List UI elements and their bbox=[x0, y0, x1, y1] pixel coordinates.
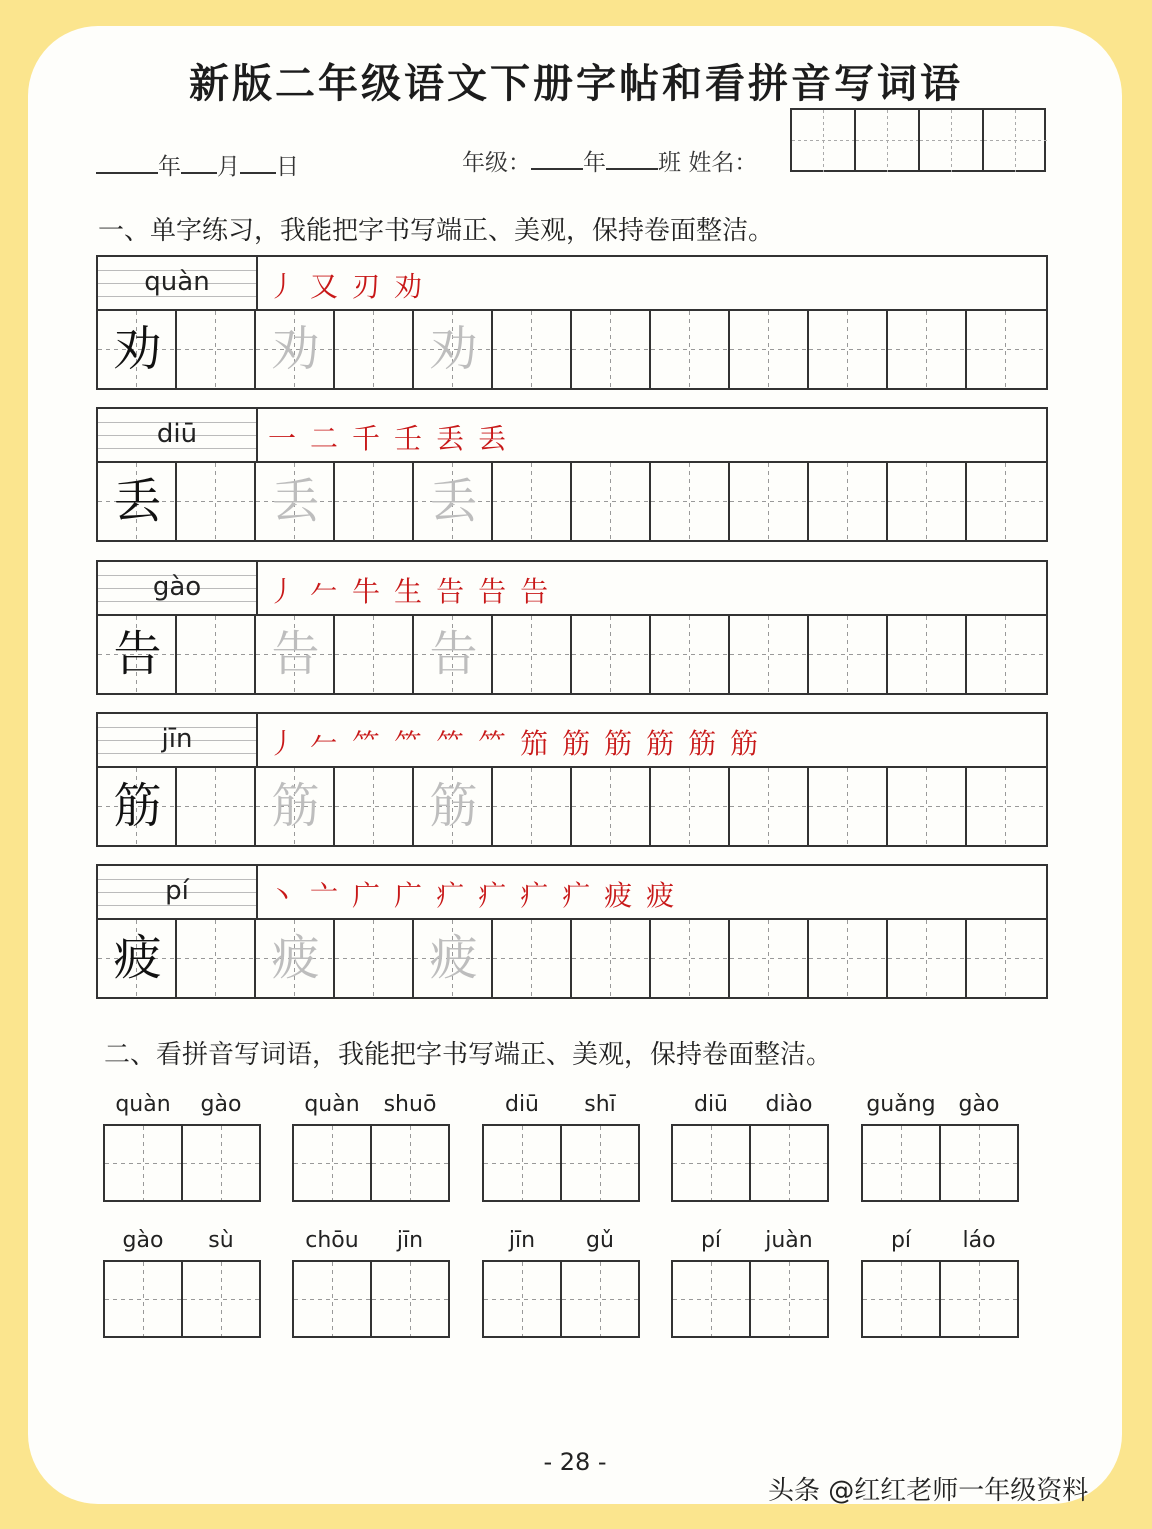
stroke-order bbox=[268, 265, 436, 305]
writing-cell[interactable] bbox=[493, 768, 572, 846]
word-pinyin: chōu bbox=[305, 1228, 359, 1253]
page-title: 新版二年级语文下册字帖和看拼音写词语 bbox=[189, 60, 963, 107]
writing-cell[interactable] bbox=[493, 463, 572, 541]
writing-cell[interactable] bbox=[335, 768, 414, 846]
pinyin-row bbox=[98, 866, 1046, 920]
stroke-step: 广 bbox=[352, 879, 395, 912]
stroke-step: 疲 bbox=[604, 879, 647, 912]
writing-cell[interactable] bbox=[335, 311, 414, 389]
word-writing-cell[interactable] bbox=[671, 1124, 751, 1202]
word-writing-cell[interactable] bbox=[292, 1260, 372, 1338]
year-label: 年 bbox=[158, 154, 181, 180]
word-writing-cell[interactable] bbox=[939, 1260, 1019, 1338]
writing-cell[interactable] bbox=[572, 768, 651, 846]
stroke-step: 丿 bbox=[268, 270, 311, 303]
writing-cell[interactable] bbox=[493, 311, 572, 389]
model-character: 疲 bbox=[113, 930, 162, 986]
writing-cell[interactable] bbox=[414, 616, 493, 694]
writing-cell[interactable] bbox=[809, 311, 888, 389]
character-block bbox=[96, 255, 1048, 390]
word-writing-cell[interactable] bbox=[370, 1260, 450, 1338]
writing-cell[interactable] bbox=[730, 616, 809, 694]
writing-cell[interactable] bbox=[888, 616, 967, 694]
stroke-step: 生 bbox=[394, 575, 437, 608]
word-pinyin: gào bbox=[200, 1092, 242, 1117]
writing-cell[interactable] bbox=[493, 616, 572, 694]
name-cell[interactable] bbox=[920, 110, 984, 172]
year-blank[interactable] bbox=[96, 150, 158, 174]
writing-cell[interactable] bbox=[177, 768, 256, 846]
writing-cell[interactable] bbox=[256, 463, 335, 541]
writing-cell[interactable] bbox=[414, 768, 493, 846]
word-writing-cell[interactable] bbox=[103, 1124, 183, 1202]
word-pinyin: shī bbox=[584, 1092, 616, 1117]
section2-heading: 二、看拼音写词语，我能把字书写端正、美观，保持卷面整洁。 bbox=[104, 1040, 833, 1070]
word-writing-cell[interactable] bbox=[560, 1260, 640, 1338]
name-label: 姓名： bbox=[688, 150, 758, 176]
word-writing-cell[interactable] bbox=[181, 1124, 261, 1202]
trace-character: 告 bbox=[271, 626, 320, 682]
stroke-step: 疒 bbox=[478, 879, 521, 912]
writing-cell[interactable] bbox=[572, 616, 651, 694]
word-pinyin: guǎng bbox=[866, 1092, 936, 1117]
model-character-cell bbox=[98, 311, 177, 389]
writing-cell[interactable] bbox=[651, 616, 730, 694]
word-writing-cell[interactable] bbox=[861, 1260, 941, 1338]
stroke-step: 亠 bbox=[310, 879, 353, 912]
word-pinyin: diū bbox=[693, 1092, 729, 1117]
character-block bbox=[96, 864, 1048, 999]
word-writing-cell[interactable] bbox=[103, 1260, 183, 1338]
character-block bbox=[96, 560, 1048, 695]
word-writing-cell[interactable] bbox=[292, 1124, 372, 1202]
name-boxes[interactable] bbox=[790, 108, 1046, 172]
stroke-order bbox=[268, 570, 562, 610]
writing-cell[interactable] bbox=[493, 920, 572, 998]
stroke-step: 牛 bbox=[352, 575, 395, 608]
stroke-step: 𠂉 bbox=[310, 575, 353, 608]
writing-cell[interactable] bbox=[256, 616, 335, 694]
trace-character: 劝 bbox=[271, 321, 320, 377]
stroke-step: 又 bbox=[310, 270, 353, 303]
word-writing-cell[interactable] bbox=[861, 1124, 941, 1202]
section1-heading: 一、单字练习，我能把字书写端正、美观，保持卷面整洁。 bbox=[98, 216, 775, 246]
stroke-step: 疒 bbox=[520, 879, 563, 912]
pinyin-cell bbox=[98, 866, 258, 918]
grade-blank[interactable] bbox=[531, 146, 583, 170]
pinyin-text: pí bbox=[165, 876, 189, 906]
model-character: 劝 bbox=[113, 321, 162, 377]
class-blank[interactable] bbox=[606, 146, 658, 170]
model-character: 告 bbox=[113, 626, 162, 682]
writing-cell[interactable] bbox=[967, 616, 1046, 694]
word-pinyin: gào bbox=[958, 1092, 1000, 1117]
writing-cell[interactable] bbox=[888, 768, 967, 846]
word-pinyin: jīn bbox=[396, 1228, 424, 1253]
name-cell[interactable] bbox=[984, 110, 1048, 172]
stroke-step: 筋 bbox=[688, 727, 731, 760]
trace-character: 丢 bbox=[429, 473, 478, 529]
writing-cell[interactable] bbox=[414, 920, 493, 998]
writing-cell[interactable] bbox=[651, 311, 730, 389]
stroke-step: 筋 bbox=[646, 727, 689, 760]
grade-year-label: 年 bbox=[583, 150, 606, 176]
pinyin-row bbox=[98, 409, 1046, 463]
model-character-cell bbox=[98, 768, 177, 846]
writing-grid bbox=[98, 463, 1046, 541]
writing-grid bbox=[98, 311, 1046, 389]
writing-cell[interactable] bbox=[256, 920, 335, 998]
pinyin-row bbox=[98, 714, 1046, 768]
writing-cell[interactable] bbox=[730, 768, 809, 846]
word-pinyin: quàn bbox=[304, 1092, 360, 1117]
class-fields bbox=[462, 144, 757, 177]
pinyin-text: diū bbox=[156, 419, 198, 449]
pinyin-cell bbox=[98, 409, 258, 461]
stroke-step: ⺮ bbox=[352, 727, 395, 760]
trace-character: 疲 bbox=[429, 930, 478, 986]
writing-cell[interactable] bbox=[809, 768, 888, 846]
word-writing-cell[interactable] bbox=[482, 1124, 562, 1202]
stroke-step: 广 bbox=[394, 879, 437, 912]
stroke-step: 𠂉 bbox=[310, 727, 353, 760]
date-fields bbox=[96, 148, 299, 181]
writing-cell[interactable] bbox=[651, 768, 730, 846]
pinyin-text: gào bbox=[152, 572, 202, 602]
writing-cell[interactable] bbox=[414, 311, 493, 389]
trace-character: 疲 bbox=[271, 930, 320, 986]
trace-character: 筋 bbox=[429, 778, 478, 834]
trace-character: 告 bbox=[429, 626, 478, 682]
model-character-cell bbox=[98, 920, 177, 998]
word-writing-cell[interactable] bbox=[482, 1260, 562, 1338]
stroke-step: 筋 bbox=[604, 727, 647, 760]
word-writing-cell[interactable] bbox=[749, 1124, 829, 1202]
model-character-cell bbox=[98, 616, 177, 694]
word-writing-cell[interactable] bbox=[560, 1124, 640, 1202]
word-pinyin: pí bbox=[890, 1228, 912, 1253]
trace-character: 劝 bbox=[429, 321, 478, 377]
writing-cell[interactable] bbox=[177, 920, 256, 998]
stroke-step: 丿 bbox=[268, 727, 311, 760]
writing-cell[interactable] bbox=[572, 920, 651, 998]
stroke-step: 劝 bbox=[394, 270, 437, 303]
stroke-step: 刃 bbox=[352, 270, 395, 303]
word-pinyin: quàn bbox=[115, 1092, 171, 1117]
writing-cell[interactable] bbox=[572, 311, 651, 389]
writing-cell[interactable] bbox=[888, 311, 967, 389]
writing-cell[interactable] bbox=[177, 616, 256, 694]
writing-cell[interactable] bbox=[651, 463, 730, 541]
pinyin-row bbox=[98, 257, 1046, 311]
character-block bbox=[96, 712, 1048, 847]
stroke-step: 丢 bbox=[478, 422, 521, 455]
word-pinyin: diào bbox=[765, 1092, 813, 1117]
writing-cell[interactable] bbox=[888, 463, 967, 541]
pinyin-cell bbox=[98, 257, 258, 309]
model-character-cell bbox=[98, 463, 177, 541]
pinyin-cell bbox=[98, 714, 258, 766]
name-cell[interactable] bbox=[792, 110, 856, 172]
word-writing-cell[interactable] bbox=[370, 1124, 450, 1202]
name-cell[interactable] bbox=[856, 110, 920, 172]
stroke-step: 丢 bbox=[436, 422, 479, 455]
writing-cell[interactable] bbox=[967, 920, 1046, 998]
writing-cell[interactable] bbox=[809, 463, 888, 541]
word-pinyin: gǔ bbox=[586, 1228, 614, 1253]
watermark: 头条 @红红老师一年级资料 bbox=[768, 1476, 1089, 1506]
stroke-step: 千 bbox=[352, 422, 395, 455]
word-pinyin: pí bbox=[700, 1228, 722, 1253]
character-block bbox=[96, 407, 1048, 542]
word-writing-cell[interactable] bbox=[181, 1260, 261, 1338]
stroke-step: ⺮ bbox=[478, 727, 521, 760]
writing-cell[interactable] bbox=[967, 463, 1046, 541]
stroke-step: 疒 bbox=[436, 879, 479, 912]
writing-grid bbox=[98, 616, 1046, 694]
stroke-step: 丿 bbox=[268, 575, 311, 608]
word-pinyin: láo bbox=[962, 1228, 996, 1253]
writing-cell[interactable] bbox=[730, 920, 809, 998]
writing-cell[interactable] bbox=[335, 463, 414, 541]
stroke-step: 壬 bbox=[394, 422, 437, 455]
stroke-step: 疲 bbox=[646, 879, 689, 912]
pinyin-text: quàn bbox=[144, 267, 210, 297]
stroke-step: 疒 bbox=[562, 879, 605, 912]
stroke-step: 筋 bbox=[562, 727, 605, 760]
pinyin-text: jīn bbox=[161, 724, 193, 754]
stroke-step: 告 bbox=[478, 575, 521, 608]
word-pinyin: diū bbox=[504, 1092, 540, 1117]
writing-cell[interactable] bbox=[809, 920, 888, 998]
stroke-step: 告 bbox=[520, 575, 563, 608]
writing-cell[interactable] bbox=[651, 920, 730, 998]
writing-grid bbox=[98, 768, 1046, 846]
word-pinyin: sù bbox=[208, 1228, 234, 1253]
writing-cell[interactable] bbox=[967, 311, 1046, 389]
stroke-step: 丶 bbox=[268, 879, 311, 912]
model-character: 筋 bbox=[113, 778, 162, 834]
writing-cell[interactable] bbox=[888, 920, 967, 998]
word-pinyin: juàn bbox=[765, 1228, 813, 1253]
writing-cell[interactable] bbox=[730, 311, 809, 389]
writing-grid bbox=[98, 920, 1046, 998]
trace-character: 丢 bbox=[271, 473, 320, 529]
stroke-step: 告 bbox=[436, 575, 479, 608]
writing-cell[interactable] bbox=[335, 616, 414, 694]
writing-cell[interactable] bbox=[256, 768, 335, 846]
word-writing-cell[interactable] bbox=[939, 1124, 1019, 1202]
month-blank[interactable] bbox=[181, 150, 217, 174]
stroke-order bbox=[268, 874, 688, 914]
word-pinyin: jīn bbox=[508, 1228, 536, 1253]
writing-cell[interactable] bbox=[177, 463, 256, 541]
writing-cell[interactable] bbox=[809, 616, 888, 694]
stroke-step: 二 bbox=[310, 422, 353, 455]
class-label: 班 bbox=[658, 150, 681, 176]
writing-cell[interactable] bbox=[414, 463, 493, 541]
grade-label: 年级： bbox=[462, 150, 531, 176]
writing-cell[interactable] bbox=[335, 920, 414, 998]
stroke-step: ⺮ bbox=[436, 727, 479, 760]
page-number: - 28 - bbox=[543, 1448, 607, 1476]
trace-character: 筋 bbox=[271, 778, 320, 834]
writing-cell[interactable] bbox=[256, 311, 335, 389]
stroke-order bbox=[268, 722, 772, 762]
stroke-step: 笳 bbox=[520, 727, 563, 760]
day-blank[interactable] bbox=[240, 150, 276, 174]
stroke-step: 筋 bbox=[730, 727, 773, 760]
pinyin-row bbox=[98, 562, 1046, 616]
writing-cell[interactable] bbox=[730, 463, 809, 541]
word-pinyin: shuō bbox=[383, 1092, 437, 1117]
word-writing-cell[interactable] bbox=[671, 1260, 751, 1338]
model-character: 丢 bbox=[113, 473, 162, 529]
month-label: 月 bbox=[217, 154, 240, 180]
stroke-step: 一 bbox=[268, 422, 311, 455]
writing-cell[interactable] bbox=[967, 768, 1046, 846]
word-writing-cell[interactable] bbox=[749, 1260, 829, 1338]
word-pinyin: gào bbox=[122, 1228, 164, 1253]
stroke-order bbox=[268, 417, 520, 457]
pinyin-cell bbox=[98, 562, 258, 614]
stroke-step: ⺮ bbox=[394, 727, 437, 760]
day-label: 日 bbox=[276, 154, 299, 180]
writing-cell[interactable] bbox=[177, 311, 256, 389]
writing-cell[interactable] bbox=[572, 463, 651, 541]
